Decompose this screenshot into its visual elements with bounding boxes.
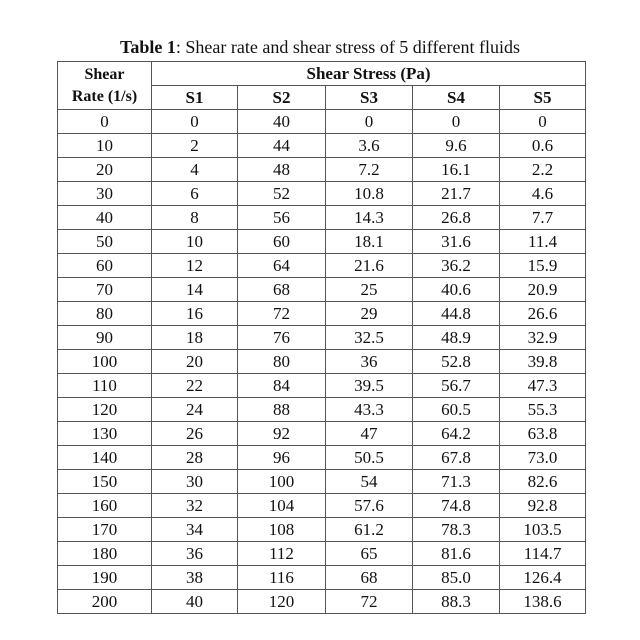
shear-table — [57, 61, 586, 614]
cell-s2: 116 — [238, 566, 326, 590]
table-row — [58, 398, 586, 422]
table-row — [58, 590, 586, 614]
cell-s1: 8 — [152, 206, 238, 230]
cell-shear-rate: 40 — [58, 206, 152, 230]
cell-s4: 85.0 — [413, 566, 500, 590]
table-row — [58, 566, 586, 590]
cell-s4: 60.5 — [413, 398, 500, 422]
cell-s4: 31.6 — [413, 230, 500, 254]
cell-s2: 60 — [238, 230, 326, 254]
cell-s3: 57.6 — [326, 494, 413, 518]
cell-s1: 14 — [152, 278, 238, 302]
cell-s1: 18 — [152, 326, 238, 350]
table-row — [58, 542, 586, 566]
cell-shear-rate: 10 — [58, 134, 152, 158]
cell-s4: 71.3 — [413, 470, 500, 494]
table-row — [58, 254, 586, 278]
cell-shear-rate: 190 — [58, 566, 152, 590]
cell-s4: 64.2 — [413, 422, 500, 446]
cell-s4: 81.6 — [413, 542, 500, 566]
cell-s5: 47.3 — [500, 374, 586, 398]
cell-shear-rate: 70 — [58, 278, 152, 302]
cell-s4: 44.8 — [413, 302, 500, 326]
cell-s2: 40 — [238, 110, 326, 134]
cell-s1: 4 — [152, 158, 238, 182]
cell-s2: 56 — [238, 206, 326, 230]
cell-s5: 7.7 — [500, 206, 586, 230]
cell-s4: 74.8 — [413, 494, 500, 518]
cell-s4: 0 — [413, 110, 500, 134]
cell-s5: 20.9 — [500, 278, 586, 302]
cell-s1: 2 — [152, 134, 238, 158]
column-header-s4: S4 — [413, 86, 500, 110]
cell-s1: 40 — [152, 590, 238, 614]
cell-shear-rate: 50 — [58, 230, 152, 254]
cell-s2: 120 — [238, 590, 326, 614]
shear-rate-header-line1: Shear — [84, 65, 125, 83]
cell-s2: 100 — [238, 470, 326, 494]
cell-s2: 76 — [238, 326, 326, 350]
cell-s5: 2.2 — [500, 158, 586, 182]
table-row — [58, 278, 586, 302]
table-row — [58, 326, 586, 350]
table-row — [58, 374, 586, 398]
cell-shear-rate: 200 — [58, 590, 152, 614]
cell-s5: 82.6 — [500, 470, 586, 494]
cell-shear-rate: 60 — [58, 254, 152, 278]
cell-s4: 26.8 — [413, 206, 500, 230]
cell-s3: 54 — [326, 470, 413, 494]
table-row — [58, 470, 586, 494]
cell-s2: 52 — [238, 182, 326, 206]
cell-s4: 48.9 — [413, 326, 500, 350]
cell-s1: 0 — [152, 110, 238, 134]
cell-s4: 16.1 — [413, 158, 500, 182]
shear-rate-header-line2: Rate (1/s) — [71, 87, 138, 105]
column-header-s2: S2 — [238, 86, 326, 110]
cell-s5: 4.6 — [500, 182, 586, 206]
table-row — [58, 134, 586, 158]
cell-shear-rate: 140 — [58, 446, 152, 470]
cell-s3: 21.6 — [326, 254, 413, 278]
cell-s4: 36.2 — [413, 254, 500, 278]
table-row — [58, 518, 586, 542]
cell-s1: 16 — [152, 302, 238, 326]
cell-s1: 26 — [152, 422, 238, 446]
cell-shear-rate: 0 — [58, 110, 152, 134]
cell-s2: 44 — [238, 134, 326, 158]
column-header-s5: S5 — [500, 86, 586, 110]
cell-shear-rate: 180 — [58, 542, 152, 566]
table-caption — [0, 36, 640, 58]
cell-s4: 88.3 — [413, 590, 500, 614]
cell-s5: 15.9 — [500, 254, 586, 278]
cell-s3: 14.3 — [326, 206, 413, 230]
cell-s5: 0 — [500, 110, 586, 134]
header-row-group — [58, 62, 586, 86]
table-caption-label: Table 1 — [120, 37, 176, 57]
cell-s1: 36 — [152, 542, 238, 566]
table-row — [58, 206, 586, 230]
cell-s5: 114.7 — [500, 542, 586, 566]
cell-s3: 7.2 — [326, 158, 413, 182]
table-row — [58, 230, 586, 254]
cell-s1: 28 — [152, 446, 238, 470]
shear-rate-header — [58, 62, 152, 110]
cell-shear-rate: 100 — [58, 350, 152, 374]
shear-stress-header: Shear Stress (Pa) — [152, 62, 586, 86]
cell-s3: 65 — [326, 542, 413, 566]
cell-shear-rate: 120 — [58, 398, 152, 422]
cell-s5: 138.6 — [500, 590, 586, 614]
cell-shear-rate: 20 — [58, 158, 152, 182]
cell-s5: 32.9 — [500, 326, 586, 350]
cell-s5: 126.4 — [500, 566, 586, 590]
cell-s1: 32 — [152, 494, 238, 518]
cell-shear-rate: 30 — [58, 182, 152, 206]
cell-shear-rate: 110 — [58, 374, 152, 398]
cell-shear-rate: 90 — [58, 326, 152, 350]
cell-s3: 47 — [326, 422, 413, 446]
cell-s3: 18.1 — [326, 230, 413, 254]
table-row — [58, 110, 586, 134]
cell-s5: 0.6 — [500, 134, 586, 158]
cell-shear-rate: 150 — [58, 470, 152, 494]
cell-s4: 9.6 — [413, 134, 500, 158]
cell-s2: 68 — [238, 278, 326, 302]
cell-s2: 112 — [238, 542, 326, 566]
table-row — [58, 494, 586, 518]
cell-s2: 84 — [238, 374, 326, 398]
table-row — [58, 350, 586, 374]
cell-s1: 22 — [152, 374, 238, 398]
cell-s3: 25 — [326, 278, 413, 302]
cell-s3: 43.3 — [326, 398, 413, 422]
cell-s1: 38 — [152, 566, 238, 590]
cell-s1: 10 — [152, 230, 238, 254]
column-header-s3: S3 — [326, 86, 413, 110]
table-row — [58, 422, 586, 446]
cell-s2: 88 — [238, 398, 326, 422]
cell-s1: 30 — [152, 470, 238, 494]
cell-shear-rate: 160 — [58, 494, 152, 518]
table-row — [58, 446, 586, 470]
cell-s5: 73.0 — [500, 446, 586, 470]
cell-s5: 26.6 — [500, 302, 586, 326]
cell-s3: 68 — [326, 566, 413, 590]
cell-s3: 61.2 — [326, 518, 413, 542]
cell-s5: 39.8 — [500, 350, 586, 374]
cell-s3: 32.5 — [326, 326, 413, 350]
cell-s3: 0 — [326, 110, 413, 134]
cell-s2: 96 — [238, 446, 326, 470]
cell-s1: 34 — [152, 518, 238, 542]
cell-s4: 40.6 — [413, 278, 500, 302]
cell-s2: 48 — [238, 158, 326, 182]
table-row — [58, 158, 586, 182]
cell-s5: 63.8 — [500, 422, 586, 446]
cell-shear-rate: 130 — [58, 422, 152, 446]
cell-s4: 78.3 — [413, 518, 500, 542]
cell-shear-rate: 170 — [58, 518, 152, 542]
cell-s3: 10.8 — [326, 182, 413, 206]
cell-s5: 55.3 — [500, 398, 586, 422]
cell-s1: 6 — [152, 182, 238, 206]
cell-s1: 20 — [152, 350, 238, 374]
cell-s3: 50.5 — [326, 446, 413, 470]
cell-s1: 24 — [152, 398, 238, 422]
cell-shear-rate: 80 — [58, 302, 152, 326]
cell-s3: 72 — [326, 590, 413, 614]
table-row — [58, 182, 586, 206]
column-header-s1: S1 — [152, 86, 238, 110]
cell-s4: 52.8 — [413, 350, 500, 374]
cell-s4: 67.8 — [413, 446, 500, 470]
cell-s5: 92.8 — [500, 494, 586, 518]
cell-s3: 29 — [326, 302, 413, 326]
cell-s3: 39.5 — [326, 374, 413, 398]
table-caption-text: : Shear rate and shear stress of 5 different fluids — [175, 37, 520, 57]
cell-s4: 56.7 — [413, 374, 500, 398]
cell-s2: 72 — [238, 302, 326, 326]
cell-s5: 103.5 — [500, 518, 586, 542]
cell-s1: 12 — [152, 254, 238, 278]
table-row — [58, 302, 586, 326]
cell-s2: 64 — [238, 254, 326, 278]
cell-s2: 104 — [238, 494, 326, 518]
cell-s2: 108 — [238, 518, 326, 542]
cell-s4: 21.7 — [413, 182, 500, 206]
cell-s2: 80 — [238, 350, 326, 374]
cell-s2: 92 — [238, 422, 326, 446]
cell-s3: 3.6 — [326, 134, 413, 158]
cell-s3: 36 — [326, 350, 413, 374]
cell-s5: 11.4 — [500, 230, 586, 254]
table-body — [58, 110, 586, 614]
